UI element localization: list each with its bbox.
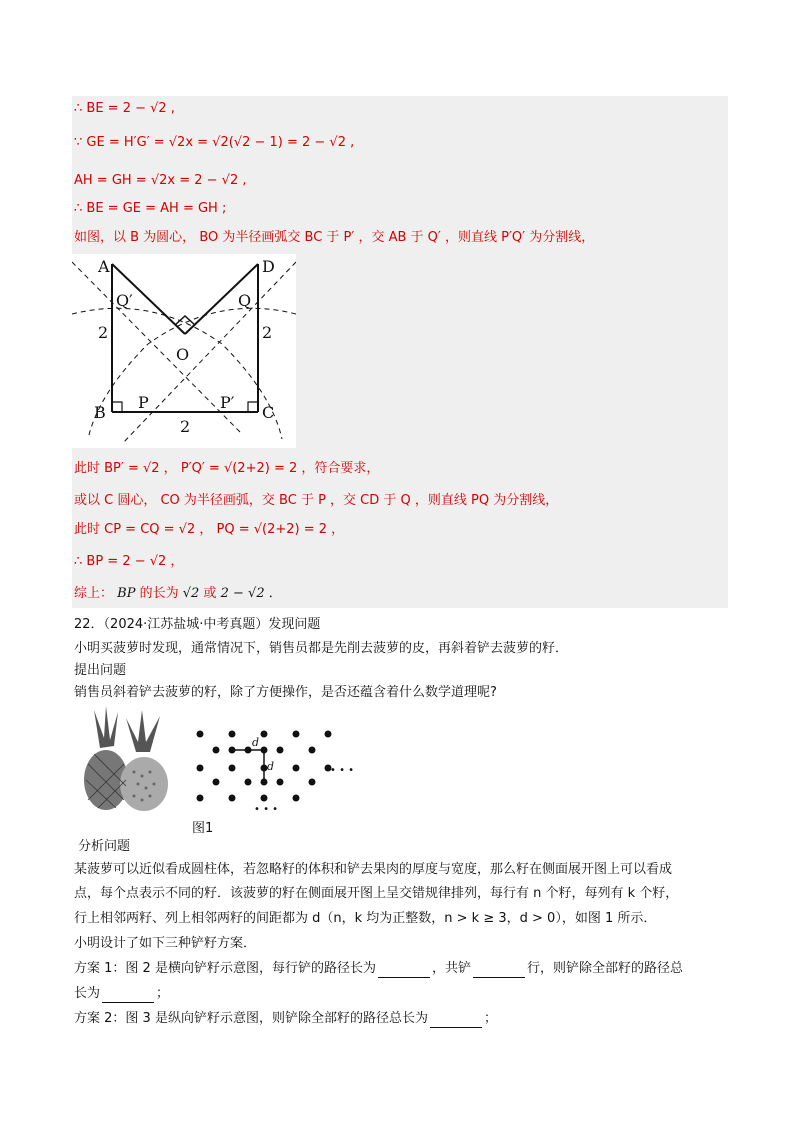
- problem-paragraph-1: 小明买菠萝时发现，通常情况下，销售员都是先削去菠萝的皮，再斜着铲去菠萝的籽．: [74, 641, 569, 656]
- solution-line-6: 此时 BP′ = √2 ， P′Q′ = √(2+2) = 2 ，符合要求，: [74, 461, 380, 476]
- label-d-vertical: d: [267, 760, 275, 773]
- label-side-left: 2: [98, 323, 109, 342]
- right-angle-mark-c: [248, 402, 258, 412]
- label-d-horizontal: d: [252, 736, 260, 749]
- problem-number-line: 22．（2024·江苏盐城·中考真题）发现问题: [74, 617, 321, 632]
- blank-row-count[interactable]: [473, 964, 525, 978]
- seed-dot-pattern: [190, 720, 360, 816]
- solution-line-7: 或以 C 圆心， CO 为半径画弧，交 BC 于 P ，交 CD 于 Q ，则直线 PQ 为分割线，: [74, 493, 559, 508]
- problem-paragraph-5: 行上相邻两籽、列上相邻两籽的间距都为 d（n，k 均为正整数，n > k ≥ 3，d > 0），如图 1 所示．: [74, 911, 657, 926]
- label-d: D: [262, 257, 275, 276]
- ellipsis-right: • • •: [330, 765, 355, 776]
- heading-raise-question: 提出问题: [74, 663, 127, 678]
- label-a: A: [98, 257, 110, 276]
- ellipsis-bottom: • • •: [254, 804, 279, 815]
- solution-line-3: AH = GH = √2x = 2 − √2 ,: [74, 173, 247, 188]
- blank-total-path-1[interactable]: [102, 989, 154, 1003]
- blank-total-path-2[interactable]: [430, 1014, 482, 1028]
- label-q: Q: [238, 291, 252, 310]
- problem-paragraph-3: 某菠萝可以近似看成圆柱体，若忽略籽的体积和铲去果肉的厚度与宽度，那么籽在侧面展开图上可以看成: [74, 862, 673, 877]
- solution-line-8: 此时 CP = CQ = √2 ， PQ = √(2+2) = 2 ，: [74, 522, 345, 537]
- problem-paragraph-4: 点，每个点表示不同的籽．该菠萝的籽在侧面展开图上呈交错规律排列，每行有 n 个籽，每列有 k 个籽，: [74, 886, 679, 901]
- label-o: O: [176, 345, 190, 364]
- label-p-prime: P′: [220, 393, 235, 412]
- solution-line-2: ∵ GE = H′G′ = √2x = √2(√2 − 1) = 2 − √2 ,: [74, 135, 355, 150]
- solution-line-10: 综上： BP 的长为 √2 或 2 − √2 ．: [74, 586, 282, 601]
- figure-1-caption: 图1: [192, 821, 214, 836]
- label-side-right: 2: [262, 323, 273, 342]
- right-angle-mark-b: [112, 402, 122, 412]
- solution-line-9: ∴ BP = 2 − √2 ，: [74, 554, 184, 569]
- label-side-bottom: 2: [180, 417, 191, 436]
- square-geometry-figure: [72, 254, 296, 448]
- solution-line-4: ∴ BE = GE = AH = GH ;: [74, 201, 227, 216]
- heading-analyze-question: 分析问题: [78, 839, 131, 854]
- label-c: C: [262, 403, 275, 422]
- plan-1-line: 方案 1：图 2 是横向铲籽示意图，每行铲的路径长为 ，共铲 行，则铲除全部籽的路径总: [74, 961, 683, 976]
- problem-paragraph-6: 小明设计了如下三种铲籽方案．: [74, 936, 257, 951]
- right-angle-mark-o: [175, 316, 195, 325]
- solution-line-1: ∴ BE = 2 − √2 ,: [74, 101, 175, 116]
- label-q-prime: Q′: [116, 291, 133, 310]
- label-b: B: [94, 403, 106, 422]
- solution-line-5: 如图，以 B 为圆心， BO 为半径画弧交 BC 于 P′ ，交 AB 于 Q′ ，则直线 P′Q′ 为分割线，: [74, 230, 595, 245]
- label-p: P: [138, 393, 149, 412]
- problem-paragraph-2: 销售员斜着铲去菠萝的籽，除了方便操作，是否还蕴含着什么数学道理呢?: [74, 685, 497, 700]
- plan-2-line: 方案 2：图 3 是纵向铲籽示意图，则铲除全部籽的路径总长为 ；: [74, 1011, 497, 1026]
- pineapple-photo: [80, 704, 176, 812]
- plan-1-line-2: 长为 ；: [74, 986, 170, 1001]
- blank-row-path-length[interactable]: [378, 964, 430, 978]
